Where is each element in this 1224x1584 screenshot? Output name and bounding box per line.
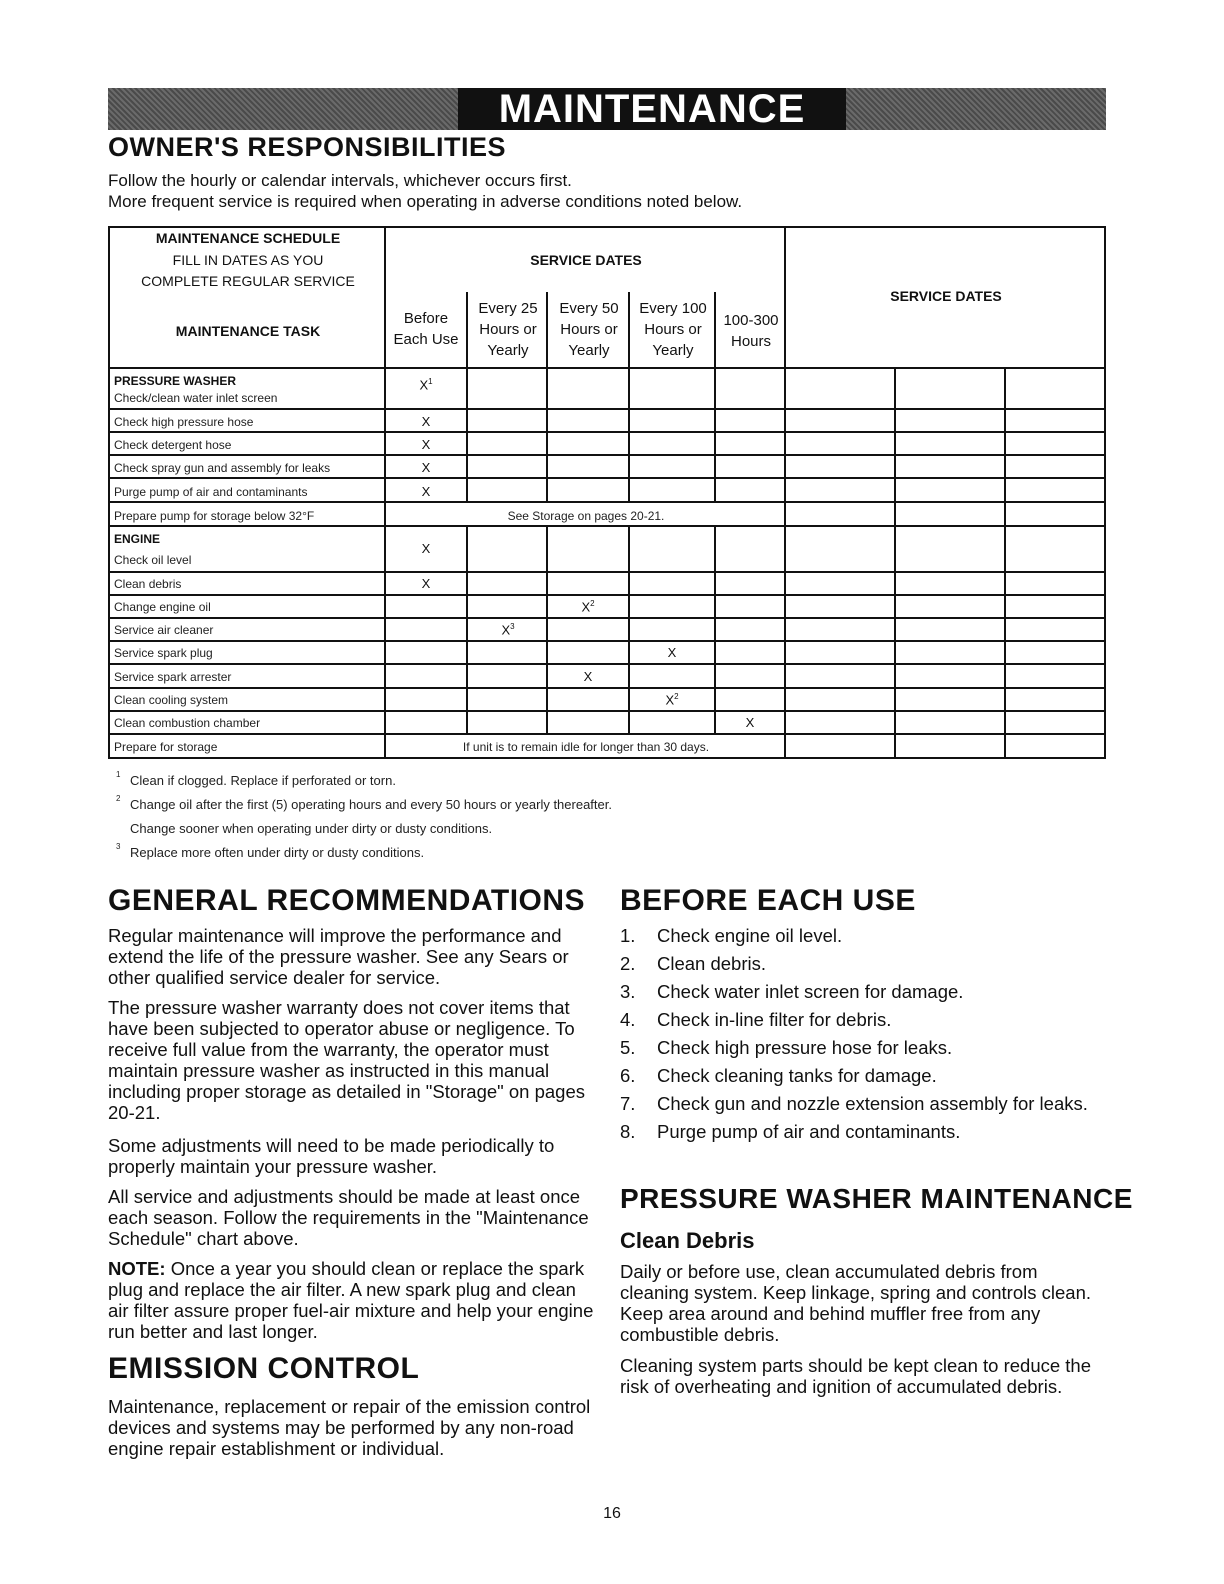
maintenance-schedule-table	[108, 226, 1106, 759]
section-pressure-washer: PRESSURE WASHER	[114, 374, 237, 388]
list-item: 3. Check water inlet screen for damage.	[620, 981, 964, 1002]
task-row: Check/clean water inlet screen	[114, 391, 278, 405]
schedule-mark: X	[421, 414, 431, 429]
before-each-use-list	[620, 925, 1117, 1142]
task-row: Clean combustion chamber	[114, 716, 261, 730]
intro-line-2: More frequent service is required when operating in adverse conditions noted below.	[108, 192, 743, 211]
col-header-every-25: Every 25 Hours or Yearly	[478, 300, 538, 359]
grid-line	[784, 228, 786, 757]
schedule-fill-line-1: FILL IN DATES AS YOU	[172, 252, 324, 268]
before-each-use-heading: BEFORE EACH USE	[620, 884, 916, 917]
clean-debris-paragraph: Cleaning system parts should be kept clean to reduce the risk of overheating and ignition of accumulated debris.	[620, 1355, 1092, 1397]
grid-line	[110, 525, 1106, 527]
list-item: 5. Check high pressure hose for leaks.	[620, 1037, 953, 1058]
task-row: Purge pump of air and contaminants	[114, 485, 308, 499]
footnote-1: 1 Clean if clogged. Replace if perforated or torn.	[116, 770, 396, 788]
task-row: Service air cleaner	[114, 623, 214, 637]
schedule-mark: $X^1$	[419, 377, 433, 393]
clean-debris-subheading: Clean Debris	[620, 1228, 755, 1253]
grid-line	[110, 408, 1106, 410]
task-row: Prepare pump for storage below 32°F	[114, 509, 315, 523]
grid-line	[386, 367, 1106, 369]
grid-line	[1004, 367, 1006, 757]
schedule-mark: X	[421, 437, 431, 452]
emission-control-heading: EMISSION CONTROL	[108, 1352, 420, 1385]
grid-line	[110, 663, 1106, 665]
col-header-every-100: Every 100 Hours or Yearly	[639, 300, 707, 359]
list-item: 1. Check engine oil level.	[620, 925, 843, 946]
service-dates-header-right: SERVICE DATES	[890, 288, 1002, 304]
service-dates-header-left: SERVICE DATES	[530, 252, 642, 268]
general-paragraph: The pressure washer warranty does not cover items that have been subjected to operator abuse or negligence. To receive full value from the warranty, the operator must maintain pressure washer as instructed in this manual including proper storage as detailed in "Storage" on pages 20-21.	[108, 997, 585, 1123]
schedule-fill-line-2: COMPLETE REGULAR SERVICE	[141, 273, 355, 289]
maintenance-task-header: MAINTENANCE TASK	[175, 323, 321, 339]
list-item: 8. Purge pump of air and contaminants.	[620, 1121, 961, 1142]
footnote-2: 2 Change oil after the first (5) operating hours and every 50 hours or yearly thereafter.	[116, 794, 612, 812]
grid-line	[110, 594, 1106, 596]
clean-debris-paragraph: Daily or before use, clean accumulated debris from cleaning system. Keep linkage, spring and controls clean. Keep area around and behind muffler free from any combustible debris.	[620, 1261, 1091, 1345]
task-row: Change engine oil	[114, 600, 211, 614]
task-row: Check high pressure hose	[114, 415, 254, 429]
task-row: Check detergent hose	[114, 438, 232, 452]
grid-line	[110, 477, 1106, 479]
grid-line	[466, 367, 468, 502]
list-item: 4. Check in-line filter for debris.	[620, 1009, 892, 1030]
general-paragraph: All service and adjustments should be made at least once each season. Follow the requirements in the "Maintenance Schedule" chart above.	[108, 1186, 589, 1249]
grid-line	[628, 292, 630, 369]
section-engine: ENGINE	[114, 532, 161, 546]
grid-line	[384, 367, 386, 757]
storage-note: See Storage on pages 20-21.	[507, 509, 665, 523]
grid-line	[546, 526, 548, 734]
schedule-title: MAINTENANCE SCHEDULE	[155, 230, 341, 246]
emission-paragraph: Maintenance, replacement or repair of the emission control devices and systems may be performed by any non-road engine repair establishment or individual.	[108, 1396, 591, 1459]
schedule-mark: X	[421, 576, 431, 591]
col-header-before-each-use: Before Each Use	[393, 310, 459, 348]
grid-line	[546, 367, 548, 502]
grid-line	[110, 733, 1106, 735]
grid-line	[628, 367, 630, 502]
grid-line	[110, 640, 1106, 642]
schedule-mark: X	[421, 460, 431, 475]
banner-title: MAINTENANCE	[458, 88, 846, 130]
grid-line	[110, 617, 1106, 619]
schedule-mark: X	[421, 484, 431, 499]
grid-line	[466, 292, 468, 369]
schedule-header-cell	[110, 228, 386, 369]
task-row: Check oil level	[114, 553, 192, 567]
task-row: Check spray gun and assembly for leaks	[114, 461, 331, 475]
grid-line	[110, 501, 1106, 503]
grid-line	[714, 367, 716, 502]
task-row: Service spark arrester	[114, 670, 232, 684]
footnote-3: 3 Replace more often under dirty or dusty conditions.	[116, 842, 425, 860]
grid-line	[110, 571, 1106, 573]
footnote-2-continued: Change sooner when operating under dirty or dusty conditions.	[130, 821, 493, 836]
task-row: Prepare for storage	[114, 740, 218, 754]
list-item: 6. Check cleaning tanks for damage.	[620, 1065, 937, 1086]
schedule-mark: X	[745, 715, 755, 730]
grid-line	[110, 454, 1106, 456]
note-label: NOTE:	[108, 1258, 166, 1279]
col-header-every-50: Every 50 Hours or Yearly	[559, 300, 619, 359]
schedule-mark: $X^2$	[581, 599, 595, 615]
intro-line-1: Follow the hourly or calendar intervals, whichever occurs first.	[108, 171, 572, 190]
schedule-mark: X	[583, 669, 593, 684]
grid-line	[546, 292, 548, 369]
general-paragraph: Some adjustments will need to be made periodically to properly maintain your pressure washer.	[108, 1135, 555, 1177]
grid-line	[110, 687, 1106, 689]
schedule-mark: $X^3$	[501, 622, 515, 638]
grid-line	[714, 292, 716, 369]
grid-line	[714, 526, 716, 734]
task-row: Clean debris	[114, 577, 182, 591]
col-header-100-300-hours: 100-300 Hours	[723, 312, 779, 350]
list-item: 2. Clean debris.	[620, 953, 767, 974]
pressure-washer-maintenance-heading: PRESSURE WASHER MAINTENANCE	[620, 1183, 1133, 1214]
storage-idle-note: If unit is to remain idle for longer than 30 days.	[462, 740, 710, 754]
grid-line	[110, 431, 1106, 433]
schedule-mark: $X^2$	[665, 692, 679, 708]
note-paragraph: NOTE: Once a year you should clean or replace the spark plug and replace the air filter. A new spark plug and clean air filter assure proper fuel-air mixture and help your engine run better and last longer.	[108, 1258, 594, 1342]
owner-intro	[108, 170, 742, 212]
schedule-mark: X	[421, 541, 431, 556]
grid-line	[628, 526, 630, 734]
grid-line	[466, 526, 468, 734]
page-number: 16	[603, 1505, 621, 1522]
title-banner	[108, 88, 1106, 130]
general-recommendations-heading: GENERAL RECOMMENDATIONS	[108, 884, 586, 917]
grid-line	[894, 367, 896, 757]
schedule-mark: X	[667, 645, 677, 660]
list-item: 7. Check gun and nozzle extension assembly for leaks.	[620, 1093, 1088, 1114]
task-row: Service spark plug	[114, 646, 213, 660]
grid-line	[110, 710, 1106, 712]
task-row: Clean cooling system	[114, 693, 229, 707]
owners-responsibilities-heading: OWNER'S RESPONSIBILITIES	[108, 132, 506, 162]
general-paragraph: Regular maintenance will improve the performance and extend the life of the pressure washer. See any Sears or other qualified service dealer for service.	[108, 925, 569, 988]
